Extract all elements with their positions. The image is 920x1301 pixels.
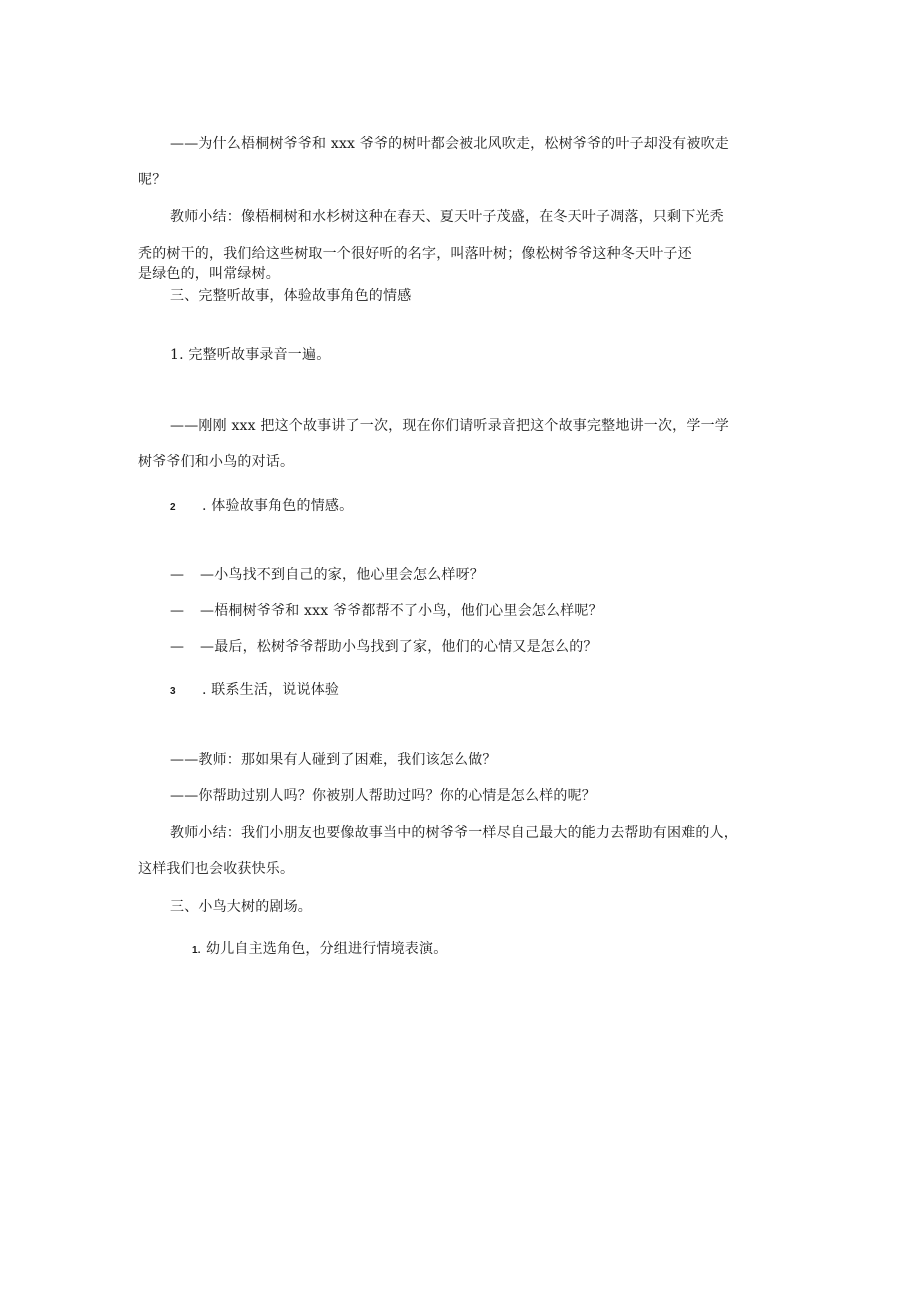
question-1-dash: —	[170, 567, 185, 583]
activity-step-1	[192, 939, 447, 961]
teacher-question-line: ——教师：那如果有人碰到了困难，我们该怎么做？	[170, 752, 497, 768]
step-3	[170, 680, 339, 702]
teacher-summary-line-2: 秃的树干的，我们给这些树取一个很好听的名字，叫落叶树；像松树爷爷这种冬天叶子还	[138, 246, 692, 262]
question-3-text: —最后，松树爷爷帮助小鸟找到了家，他们的心情又是怎么的？	[200, 639, 598, 655]
question-1	[170, 565, 484, 585]
section-heading-theatre: 三、小鸟大树的剧场。	[170, 899, 312, 915]
question-2-text: —梧桐树爷爷和 xxx 爷爷都帮不了小鸟，他们心里会怎么样呢？	[200, 603, 603, 619]
instruction-line-2: 树爷爷们和小鸟的对话。	[138, 454, 295, 470]
teacher-summary-line-3: 是绿色的，叫常绿树。	[138, 266, 280, 282]
step-3-number: 3	[170, 686, 176, 697]
step-1: 1. 完整听故事录音一遍。	[170, 347, 331, 363]
step-2-text: . 体验故事角色的情感。	[202, 498, 354, 514]
teacher-summary-line-1: 教师小结：像梧桐树和水杉树这种在春天、夏天叶子茂盛，在冬天叶子凋落，只剩下光秃	[170, 209, 724, 225]
paragraph-question-line-2: 呢？	[138, 172, 167, 188]
activity-step-1-text: 幼儿自主选角色，分组进行情境表演。	[206, 941, 448, 957]
section-heading-3: 三、完整听故事，体验故事角色的情感	[170, 288, 412, 304]
step-2	[170, 496, 353, 518]
question-1-text: —小鸟找不到自己的家，他心里会怎么样呀？	[200, 567, 484, 583]
question-3	[170, 637, 598, 657]
instruction-line-1: ——刚刚 xxx 把这个故事讲了一次，现在你们请听录音把这个故事完整地讲一次，学一学	[170, 418, 729, 434]
step-3-text: . 联系生活，说说体验	[202, 682, 340, 698]
question-3-dash: —	[170, 639, 185, 655]
paragraph-question-line-1: ——为什么梧桐树爷爷和 xxx 爷爷的树叶都会被北风吹走，松树爷爷的叶子却没有被吹走	[170, 136, 729, 152]
help-question-line: ——你帮助过别人吗？你被别人帮助过吗？你的心情是怎么样的呢？	[170, 788, 596, 804]
question-2-dash: —	[170, 603, 185, 619]
teacher-summary-2-line-2: 这样我们也会收获快乐。	[138, 861, 295, 877]
step-2-number: 2	[170, 502, 176, 513]
teacher-summary-2-line-1: 教师小结：我们小朋友也要像故事当中的树爷爷一样尽自己最大的能力去帮助有困难的人，	[170, 825, 738, 841]
activity-step-1-number: 1.	[192, 945, 201, 956]
question-2	[170, 601, 603, 621]
